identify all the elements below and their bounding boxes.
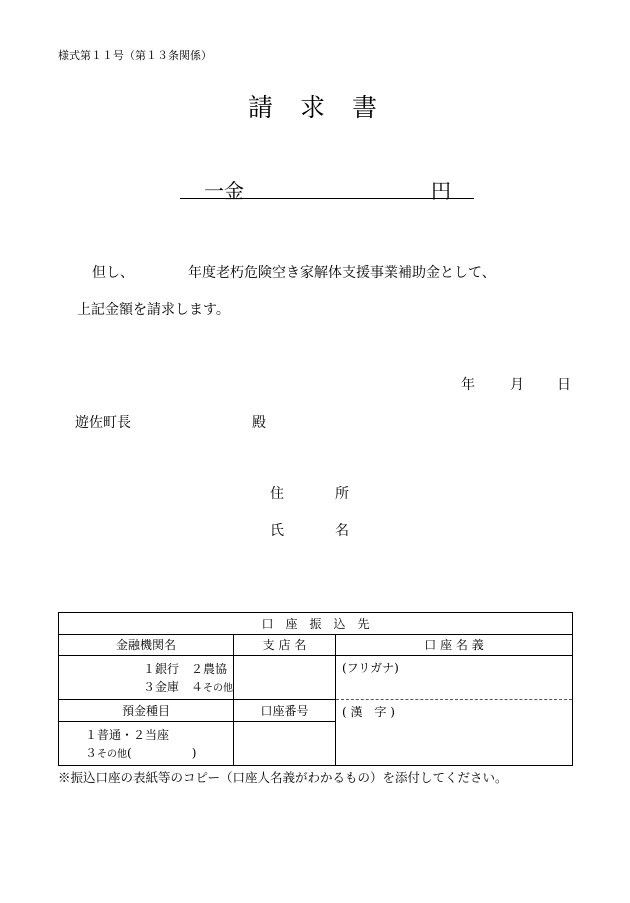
name-label-part1: 氏 xyxy=(270,523,284,539)
deposit-type-header: 預金種目 xyxy=(59,700,234,722)
account-holder-header: 口 座 名 義 xyxy=(336,634,573,656)
institution-type-cell[interactable] xyxy=(59,656,234,700)
name-label-part2: 名 xyxy=(335,523,349,539)
account-number-header: 口座番号 xyxy=(234,700,336,722)
body-text-subsidy: 年度老朽危険空き家解体支援事業補助金として、 xyxy=(188,265,496,281)
amount-underline xyxy=(180,198,474,199)
addressee-name: 遊佐町長 xyxy=(75,415,131,431)
kanji-label: ( 漢 字 ) xyxy=(342,705,395,720)
account-number-cell[interactable] xyxy=(234,721,336,765)
body-text-request: 上記金額を請求します。 xyxy=(77,302,230,318)
kanji-name-cell[interactable] xyxy=(336,700,573,766)
document-title: 請 求 書 xyxy=(248,93,379,122)
deposit-options-line1: １普通・２当座 xyxy=(85,727,170,742)
institution-options-line1: １銀行 ２農協 xyxy=(143,662,228,677)
address-label-part2: 所 xyxy=(335,486,349,502)
deposit-type-cell[interactable] xyxy=(59,721,234,765)
address-label-part1: 住 xyxy=(270,486,284,502)
amount-prefix: 一金 xyxy=(204,179,244,203)
furigana-label: (フリガナ) xyxy=(342,661,399,676)
branch-name-cell[interactable] xyxy=(234,656,336,700)
bank-transfer-table xyxy=(58,612,573,766)
form-number: 様式第１１号（第１３条関係） xyxy=(58,49,212,62)
addressee-honorific: 殿 xyxy=(252,415,266,431)
amount-suffix: 円 xyxy=(431,179,451,203)
date-day-label: 日 xyxy=(557,377,571,393)
bank-table-header: 口 座 振 込 先 xyxy=(59,613,573,635)
deposit-options-line2: ３その他( ) xyxy=(85,745,197,760)
body-text-however: 但し、 xyxy=(92,265,134,281)
institution-name-header: 金融機関名 xyxy=(59,634,234,656)
furigana-cell[interactable] xyxy=(336,656,573,700)
institution-options-line2: ３金庫 ４その他 xyxy=(143,680,234,695)
attachment-note: ※振込口座の表紙等のコピー（口座人名義がわかるもの）を添付してください。 xyxy=(58,770,508,785)
date-month-label: 月 xyxy=(510,377,524,393)
date-year-label: 年 xyxy=(461,377,475,393)
branch-name-header: 支 店 名 xyxy=(234,634,336,656)
